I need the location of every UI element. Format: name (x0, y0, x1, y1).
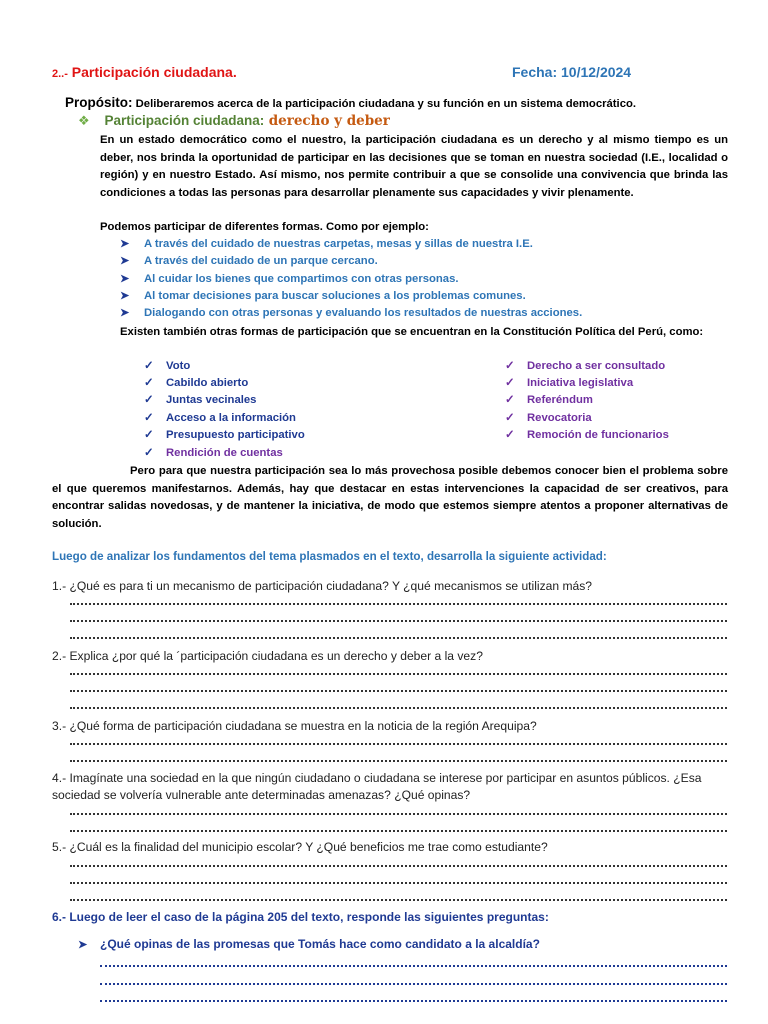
check-icon: ✓ (144, 360, 154, 372)
intro-paragraph: En un estado democrático como el nuestro, la participación ciudadana es un derecho y al mismo tiempo es un deber, nos brinda la oportunidad de participar en las decisiones que se toman en nuestra sociedad (I.E., localidad o región) y en nuestro Estado. Así mismo, nos permite contribuir a que se consolide una convivencia que brinda las condiciones a todas las personas para desarrollar plenamente sus capacidades y vivir plenamente. (100, 134, 728, 199)
check-icon: ✓ (144, 429, 154, 441)
check-icon: ✓ (144, 377, 154, 389)
check-icon: ✓ (505, 360, 515, 372)
check-icon: ✓ (505, 412, 515, 424)
form-item: ➤ A través del cuidado de nuestras carpetas, mesas y sillas de nuestra I.E. (120, 238, 533, 250)
question-6-sub: ➤ ¿Qué opinas de las promesas que Tomás hace como candidato a la alcaldía? (78, 937, 540, 951)
answer-line[interactable] (70, 879, 727, 884)
form-item: ➤ Al cuidar los bienes que compartimos con otras personas. (120, 273, 459, 285)
purpose-text: Deliberaremos acerca de la participación ciudadana y su función en un sistema democrático. (135, 98, 637, 110)
mechanism-item: ✓ Juntas vecinales (144, 394, 257, 406)
title-text: Participación ciudadana. (71, 64, 237, 80)
check-icon: ✓ (144, 447, 154, 459)
page-title (52, 64, 237, 80)
question-5: 5.- ¿Cuál es la finalidad del municipio escolar? Y ¿Qué beneficios me trae como estudiante? (52, 840, 548, 854)
constitution-paragraph: Existen también otras formas de participación que se encuentran en la Constitución Política del Perú, como: (120, 326, 704, 338)
mechanism-item: ✓ Remoción de funcionarios (505, 429, 669, 441)
mechanism-item: ✓ Voto (144, 360, 191, 372)
check-icon: ✓ (505, 429, 515, 441)
check-icon: ✓ (144, 394, 154, 406)
purpose-line (65, 95, 636, 110)
form-item: ➤ A través del cuidado de un parque cercano. (120, 255, 378, 267)
diamond-bullet-icon: ❖ (78, 113, 90, 128)
answer-line[interactable] (70, 687, 727, 692)
answer-line[interactable] (70, 670, 727, 675)
mechanism-item: ✓ Revocatoria (505, 412, 592, 424)
answer-line[interactable] (100, 980, 727, 985)
answer-line[interactable] (70, 862, 727, 867)
form-item: ➤ Al tomar decisiones para buscar soluciones a los problemas comunes. (120, 290, 526, 302)
question-4: 4.- Imagínate una sociedad en la que ningún ciudadano o ciudadana se interese por participar en asuntos públicos. ¿Esa sociedad se volvería vulnerable ante determinadas amenazas? ¿Qué opinas? (52, 771, 702, 802)
arrow-bullet-icon: ➤ (120, 290, 130, 302)
arrow-bullet-icon: ➤ (120, 255, 130, 267)
form-item: ➤ Dialogando con otras personas y evaluando los resultados de nuestras acciones. (120, 307, 583, 319)
arrow-bullet-icon: ➤ (78, 939, 88, 951)
mechanism-item: ✓ Derecho a ser consultado (505, 360, 666, 372)
answer-line[interactable] (70, 600, 727, 605)
check-icon: ✓ (505, 377, 515, 389)
arrow-bullet-icon: ➤ (120, 238, 130, 250)
forms-intro: Podemos participar de diferentes formas. Como por ejemplo: (100, 221, 429, 233)
answer-line[interactable] (70, 810, 727, 815)
answer-line[interactable] (70, 757, 727, 762)
answer-line[interactable] (70, 617, 727, 622)
answer-line[interactable] (70, 827, 727, 832)
purpose-label: Propósito: (65, 95, 133, 110)
mechanism-item: ✓ Presupuesto participativo (144, 429, 305, 441)
answer-line[interactable] (70, 704, 727, 709)
date-label: Fecha: 10/12/2024 (512, 64, 632, 80)
check-icon: ✓ (144, 412, 154, 424)
check-icon: ✓ (505, 394, 515, 406)
subtitle-label: Participación ciudadana: (104, 113, 265, 128)
answer-line[interactable] (70, 634, 727, 639)
mechanism-item: ✓ Rendición de cuentas (144, 447, 283, 459)
section-subtitle (78, 112, 390, 130)
question-1: 1.- ¿Qué es para ti un mecanismo de participación ciudadana? Y ¿qué mecanismos se utilizan más? (52, 579, 593, 593)
question-3: 3.- ¿Qué forma de participación ciudadana se muestra en la noticia de la región Arequipa? (52, 719, 537, 733)
question-6: 6.- Luego de leer el caso de la página 205 del texto, responde las siguientes preguntas: (52, 910, 549, 924)
mechanism-item: ✓ Cabildo abierto (144, 377, 249, 389)
mechanism-item: ✓ Iniciativa legislativa (505, 377, 634, 389)
answer-line[interactable] (70, 740, 727, 745)
arrow-bullet-icon: ➤ (120, 273, 130, 285)
question-2: 2.- Explica ¿por qué la ´participación ciudadana es un derecho y deber a la vez? (52, 649, 483, 663)
answer-line[interactable] (100, 962, 727, 967)
arrow-bullet-icon: ➤ (120, 307, 130, 319)
subtitle-highlight: derecho y deber (268, 113, 390, 129)
answer-line[interactable] (70, 896, 727, 901)
mechanism-item: ✓ Referéndum (505, 394, 593, 406)
header (52, 64, 732, 84)
closing-paragraph: Pero para que nuestra participación sea lo más provechosa posible debemos conocer bien el problema sobre el que queremos manifestarnos. Además, hay que destacar en estas intervenciones la capacidad de ser creativos, para encontrar salidas novedosas, y de mantener la iniciativa, de modo que estemos siempre atentos a proponer alternativas de solución. (52, 465, 728, 530)
title-number: 2..- (52, 68, 68, 80)
answer-line[interactable] (100, 997, 727, 1002)
mechanism-item: ✓ Acceso a la información (144, 412, 296, 424)
activity-instruction: Luego de analizar los fundamentos del tema plasmados en el texto, desarrolla la siguiente actividad: (52, 550, 607, 563)
